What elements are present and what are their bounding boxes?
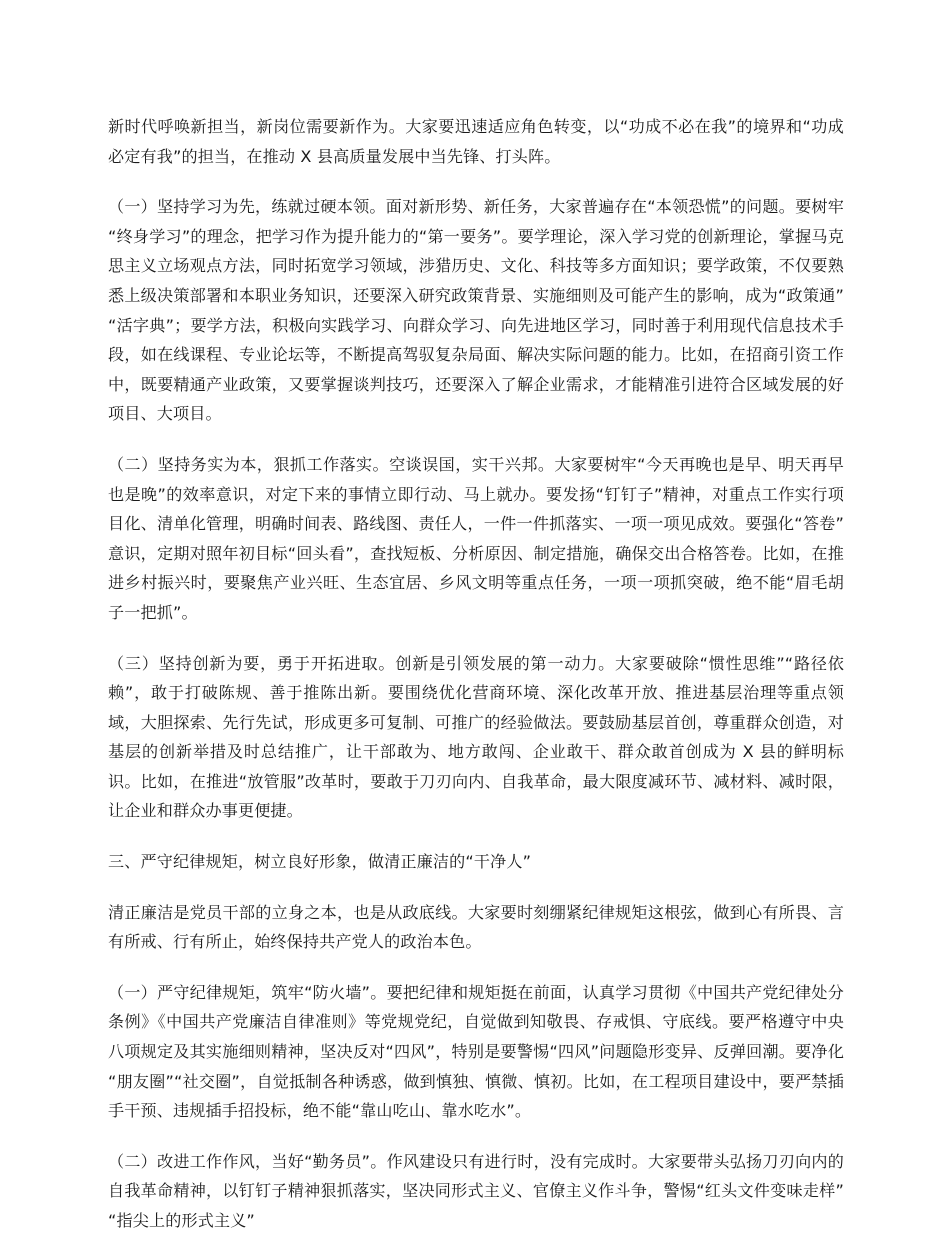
paragraph-section2-item2: （二）坚持务实为本，狠抓工作落实。空谈误国，实干兴邦。大家要树牢“今天再晚也是早、明天再早也是晚”的效率意识，对定下来的事情立即行动、马上就办。要发扬“钉钉子”精神，对重点工作实行项目化、清单化管理，明确时间表、路线图、责任人，一件一件抓落实、一项一项见成效。要强化“答卷”意识，定期对照年初目标“回头看”，查找短板、分析原因、制定措施，确保交出合格答卷。比如，在推进乡村振兴时，要聚焦产业兴旺、生态宜居、乡风文明等重点任务，一项一项抓突破，绝不能“眉毛胡子一把抓”。 bbox=[108, 454, 844, 622]
heading-section-3: 三、严守纪律规矩，树立良好形象，做清正廉洁的“干净人” bbox=[108, 852, 532, 872]
paragraph-section3-lead: 清正廉洁是党员干部的立身之本，也是从政底线。大家要时刻绷紧纪律规矩这根弦，做到心有所畏、言有所戒、行有所止，始终保持共产党人的政治本色。 bbox=[108, 902, 844, 952]
paragraph-section3-item2: （二）改进工作作风，当好“勤务员”。作风建设只有进行时，没有完成时。大家要带头弘扬刀刃向内的自我革命精神，以钉钉子精神狠抓落实，坚决同形式主义、官僚主义作斗争，警惕“红头文件变味走样”“指尖上的形式主义” bbox=[108, 1151, 844, 1230]
document-body bbox=[108, 112, 844, 1236]
paragraph-section2-item1: （一）坚持学习为先，练就过硬本领。面对新形势、新任务，大家普遍存在“本领恐慌”的问题。要树牢“终身学习”的理念，把学习作为提升能力的“第一要务”。要学理论，深入学习党的创新理论，掌握马克思主义立场观点方法，同时拓宽学习领域，涉猎历史、文化、科技等多方面知识；要学政策，不仅要熟悉上级决策部署和本职业务知识，还要深入研究政策背景、实施细则及可能产生的影响，成为“政策通”“活字典”；要学方法，积极向实践学习、向群众学习、向先进地区学习，同时善于利用现代信息技术手段，如在线课程、专业论坛等，不断提高驾驭复杂局面、解决实际问题的能力。比如，在招商引资工作中，既要精通产业政策，又要掌握谈判技巧，还要深入了解企业需求，才能精准引进符合区域发展的好项目、大项目。 bbox=[108, 197, 844, 424]
paragraph-section2-item3: （三）坚持创新为要，勇于开拓进取。创新是引领发展的第一动力。大家要破除“惯性思维”“路径依赖”，敢于打破陈规、善于推陈出新。要围绕优化营商环境、深化改革开放、推进基层治理等重点领域，大胆探索、先行先试，形成更多可复制、可推广的经验做法。要鼓励基层首创，尊重群众创造，对基层的创新举措及时总结推广，让干部敢为、地方敢闯、企业敢干、群众敢首创成为 X 县的鲜明标识。比如，在推进“放管服”改革时，要敢于刀刃向内、自我革命，最大限度减环节、减材料、减时限，让企业和群众办事更便捷。 bbox=[108, 653, 844, 821]
paragraph-section3-item1: （一）严守纪律规矩，筑牢“防火墙”。要把纪律和规矩挺在前面，认真学习贯彻《中国共产党纪律处分条例》《中国共产党廉洁自律准则》等党规党纪，自觉做到知敬畏、存戒惧、守底线。要严格遵守中央八项规定及其实施细则精神，坚决反对“四风”，特别是要警惕“四风”问题隐形变异、反弹回潮。要净化“朋友圈”“社交圈”，自觉抵制各种诱惑，做到慎独、慎微、慎初。比如，在工程项目建设中，要严禁插手干预、违规插手招投标，绝不能“靠山吃山、靠水吃水”。 bbox=[108, 982, 844, 1121]
paragraph-intro: 新时代呼唤新担当，新岗位需要新作为。大家要迅速适应角色转变，以“功成不必在我”的境界和“功成必定有我”的担当，在推动 X 县高质量发展中当先锋、打头阵。 bbox=[108, 117, 844, 166]
